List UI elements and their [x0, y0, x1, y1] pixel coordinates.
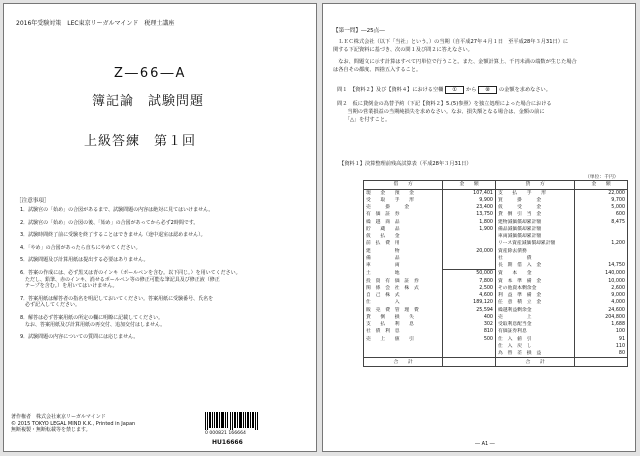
credit-account: 有価証券利息 — [495, 328, 574, 335]
debit-amount: 9,900 — [443, 197, 496, 204]
credit-amount: 91 — [575, 336, 628, 343]
debit-account: 繰 越 商 品 — [364, 219, 443, 226]
debit-account: 備 品 — [364, 255, 443, 262]
credit-amount: 14,750 — [575, 262, 628, 270]
credit-account: 貸 倒 引 当 金 — [495, 211, 574, 218]
table-row — [364, 211, 628, 218]
table-row — [364, 278, 628, 285]
total-amount-debit — [443, 358, 496, 367]
debit-account: 車 両 — [364, 262, 443, 270]
debit-amount: 2,500 — [443, 285, 496, 292]
intro-line: 関する下記資料に基づき、次の問１及び問２に答えなさい。 — [333, 47, 473, 53]
credit-account: 繰越利益剰余金 — [495, 307, 574, 314]
note-item: ただし、鉛筆、赤のインキ、消せるボールペン等の修正可能な筆記具及び修正液（修正 — [20, 276, 220, 283]
credit-account: 車両減価償却累計額 — [495, 233, 574, 240]
table-total-row — [364, 358, 628, 367]
note-item: 必ず記入してください。 — [20, 302, 81, 309]
debit-account: 社 債 利 息 — [364, 328, 443, 335]
table-row — [364, 270, 628, 278]
table-row — [364, 197, 628, 204]
note-item: 7．答案用紙は解答者の指名を明記しておいてください。答案用紙に受験番号、氏名を — [20, 295, 214, 302]
table-row — [364, 248, 628, 255]
credit-account: リース資産減価償却累計額 — [495, 240, 574, 247]
debit-account: 前 払 費 用 — [364, 240, 443, 247]
debit-amount: 1,800 — [443, 219, 496, 226]
header-credit-amount: 金 額 — [575, 181, 628, 190]
debit-amount: 50,000 — [443, 270, 496, 278]
credit-account: 受取利息配当金 — [495, 321, 574, 328]
credit-account: 建物減価償却累計額 — [495, 219, 574, 226]
problem-header: 【第一問】―25点― — [333, 28, 385, 34]
q1-suffix: の金額を求めなさい。 — [499, 87, 551, 93]
table-header-row — [364, 181, 628, 190]
debit-account: 受 取 手 形 — [364, 197, 443, 204]
credit-amount: 110 — [575, 343, 628, 350]
debit-amount — [443, 350, 496, 358]
table-row — [364, 204, 628, 211]
debit-account — [364, 343, 443, 350]
credit-amount — [575, 248, 628, 255]
exam-title: 簿記論 試験問題 — [92, 94, 205, 109]
credit-account: 社 債 — [495, 255, 574, 262]
left-page — [3, 3, 317, 452]
table-row — [364, 292, 628, 299]
debit-account: 貯 蔵 品 — [364, 226, 443, 233]
debit-account: 土 地 — [364, 270, 443, 278]
note-item: 3．試験時間終了前に受験を終了することはできません（途中退室は認めません）。 — [20, 232, 206, 239]
credit-account: 支 払 手 形 — [495, 189, 574, 197]
debit-amount — [443, 255, 496, 262]
debit-account: 投 資 有 価 証 券 — [364, 278, 443, 285]
table-row — [364, 343, 628, 350]
publisher-line: 無断複製・無断転載等を禁じます。 — [11, 427, 91, 434]
debit-amount: 810 — [443, 328, 496, 335]
note-item: 1．試験官の「始め」の合図があるまで、試験問題の内容は絶対に見てはいけません。 — [20, 207, 214, 213]
debit-account: 仕 入 — [364, 299, 443, 306]
total-amount-credit — [575, 358, 628, 367]
table-row — [364, 262, 628, 270]
debit-account: 販 売 費 管 理 費 — [364, 307, 443, 314]
table-row — [364, 350, 628, 358]
note-item: 8．解答は必ず答案用紙の所定の欄に明瞭に記載してください。 — [20, 314, 164, 321]
credit-account: 長 期 借 入 金 — [495, 262, 574, 270]
debit-amount: 13,750 — [443, 211, 496, 218]
publisher-line: 著作権者 株式会社東京リーガルマインド — [11, 414, 106, 420]
table-row — [364, 189, 628, 197]
table-row — [364, 233, 628, 240]
note-item: テープを含む。）を用いてはいけません。 — [20, 283, 118, 290]
table-row — [364, 226, 628, 233]
table-row — [364, 219, 628, 226]
credit-account: 仮 受 金 — [495, 204, 574, 211]
credit-account: 資 本 金 — [495, 270, 574, 278]
question-2-line: 問２ 仮に貸倒金の為替予約（下記【資料２】5.(5)参照）を独立処理によった場合における — [337, 101, 552, 107]
barcode-image — [205, 412, 260, 430]
exam-code: Z―66―A — [114, 66, 187, 81]
debit-account: 有 価 証 券 — [364, 211, 443, 218]
credit-amount: 100 — [575, 328, 628, 335]
table-row — [364, 321, 628, 328]
intro-line: は各自その都度、四捨五入すること。 — [333, 67, 422, 73]
debit-amount — [443, 343, 496, 350]
q1-blank-end: ⑩ — [478, 86, 497, 94]
publisher-line: © 2015 TOKYO LEGAL MIND K.K., Printed in Japan — [11, 420, 136, 427]
debit-amount: 25,594 — [443, 307, 496, 314]
note-item: 5．試験問題及び計算用紙は提出する必要はありません。 — [20, 257, 149, 264]
publisher-info — [11, 414, 135, 434]
credit-account: 利 益 準 備 金 — [495, 292, 574, 299]
credit-amount: 9,700 — [575, 197, 628, 204]
course-header: 2016年受験対策 LEC東京リーガルマインド 税理士講座 — [16, 20, 175, 27]
table-title: 【資料１】決算整理前残高試算表（平成28年３月31日） — [339, 161, 472, 167]
credit-account: 為 替 差 損 益 — [495, 350, 574, 358]
credit-account: 資産除去債務 — [495, 248, 574, 255]
debit-amount: 302 — [443, 321, 496, 328]
credit-amount: 1,200 — [575, 240, 628, 247]
note-item: 2．試験官の「始め」の合図の後、「始め」の合図があってから必ず2時間です。 — [20, 219, 199, 226]
credit-account: 仕 入 戻 し — [495, 343, 574, 350]
question-2-line: 当期の営業損益の当期純損失を求めなさい。なお、損失額となる場合は、金額の前に — [337, 109, 545, 115]
debit-account: 売 掛 金 — [364, 204, 443, 211]
q1-blank-start: ① — [445, 86, 464, 94]
table-row — [364, 314, 628, 321]
credit-account: その他資本剰余金 — [495, 285, 574, 292]
debit-amount: 20,000 — [443, 248, 496, 255]
trial-balance-table — [363, 180, 628, 367]
table-row — [364, 299, 628, 306]
table-body — [364, 189, 628, 358]
debit-amount: 23,400 — [443, 204, 496, 211]
credit-amount: 2,600 — [575, 285, 628, 292]
unit-label: （単位：千円） — [585, 175, 619, 180]
credit-amount: 10,000 — [575, 278, 628, 285]
notes-list — [20, 207, 304, 341]
debit-amount — [443, 233, 496, 240]
q1-mid: から — [466, 87, 477, 93]
page-number: ― A1 ― — [475, 441, 495, 447]
credit-amount: 600 — [575, 211, 628, 218]
intro-line: なお、問題文に示す計算はすべて円単位で行うこと。また、金額計算上、千円未満の端数が生じた場合 — [333, 59, 577, 65]
credit-amount: 204,800 — [575, 314, 628, 321]
exam-subtitle: 上級答練 第１回 — [84, 134, 197, 149]
debit-amount: 189,120 — [443, 299, 496, 306]
debit-amount: 7,800 — [443, 278, 496, 285]
header-debit: 借 方 — [364, 181, 443, 190]
note-item: なお、答案用紙及び計算用紙の再交付、追加交付はしません。 — [20, 321, 166, 328]
debit-amount: 107,401 — [443, 189, 496, 197]
credit-account: 資 本 準 備 金 — [495, 278, 574, 285]
table-row — [364, 285, 628, 292]
note-item: 4．「やめ」の合図があったら直ちにやめてください。 — [20, 244, 141, 251]
debit-account — [364, 350, 443, 358]
barcode-number: 0 000821 166664 — [205, 431, 246, 436]
table-row — [364, 307, 628, 314]
note-item: 6．答案の作成には、必ず黒又は青のインキ（ボールペンを含む。以下同じ。）を用いてください。 — [20, 269, 241, 276]
credit-amount: 140,000 — [575, 270, 628, 278]
credit-amount: 80 — [575, 350, 628, 358]
note-item: 9．試験問題の内容についての質問には応じません。 — [20, 334, 139, 341]
total-label-debit: 合 計 — [364, 358, 443, 367]
credit-amount — [575, 233, 628, 240]
question-2-line: 「△」を付すこと。 — [337, 117, 391, 123]
header-credit: 貸 方 — [495, 181, 574, 190]
debit-account: 現 金 預 金 — [364, 189, 443, 197]
debit-account: 自 己 株 式 — [364, 292, 443, 299]
total-label-credit: 合 計 — [495, 358, 574, 367]
credit-account: 任 意 積 立 金 — [495, 299, 574, 306]
table-row — [364, 240, 628, 247]
intro-line: ＬＥＣ株式会社（以下「当社」という。）の当期（自平成27年４月１日 至平成28年３月31日）に — [333, 39, 569, 45]
debit-amount — [443, 262, 496, 270]
credit-account: 売 上 — [495, 314, 574, 321]
barcode-code: HU16666 — [212, 439, 243, 446]
debit-account: 貸 倒 損 失 — [364, 314, 443, 321]
notes-title: ［注意事項］ — [16, 198, 50, 204]
debit-amount: 400 — [443, 314, 496, 321]
credit-account: 買 掛 金 — [495, 197, 574, 204]
table-row — [364, 336, 628, 343]
debit-account: 建 物 — [364, 248, 443, 255]
credit-amount: 4,000 — [575, 299, 628, 306]
credit-account: 仕 入 値 引 — [495, 336, 574, 343]
debit-amount: 1,900 — [443, 226, 496, 233]
debit-amount: 500 — [443, 336, 496, 343]
credit-account: 備品減価償却累計額 — [495, 226, 574, 233]
header-debit-amount: 金 額 — [443, 181, 496, 190]
credit-amount — [575, 226, 628, 233]
q1-prefix: 問１ 【資料２】及び【資料４】における空欄 — [337, 87, 444, 93]
debit-amount: 4,600 — [443, 292, 496, 299]
credit-amount — [575, 255, 628, 262]
credit-amount: 8,475 — [575, 219, 628, 226]
debit-account: 関 係 会 社 株 式 — [364, 285, 443, 292]
debit-account: 支 払 利 息 — [364, 321, 443, 328]
credit-amount: 1,688 — [575, 321, 628, 328]
question-1 — [337, 86, 551, 94]
credit-amount: 24,600 — [575, 307, 628, 314]
table-row — [364, 328, 628, 335]
debit-account: 売 上 値 引 — [364, 336, 443, 343]
credit-amount: 9,000 — [575, 292, 628, 299]
table-row — [364, 255, 628, 262]
debit-account: 仮 払 金 — [364, 233, 443, 240]
debit-amount — [443, 240, 496, 247]
credit-amount: 22,000 — [575, 189, 628, 197]
right-page — [322, 3, 636, 452]
credit-amount: 5,000 — [575, 204, 628, 211]
